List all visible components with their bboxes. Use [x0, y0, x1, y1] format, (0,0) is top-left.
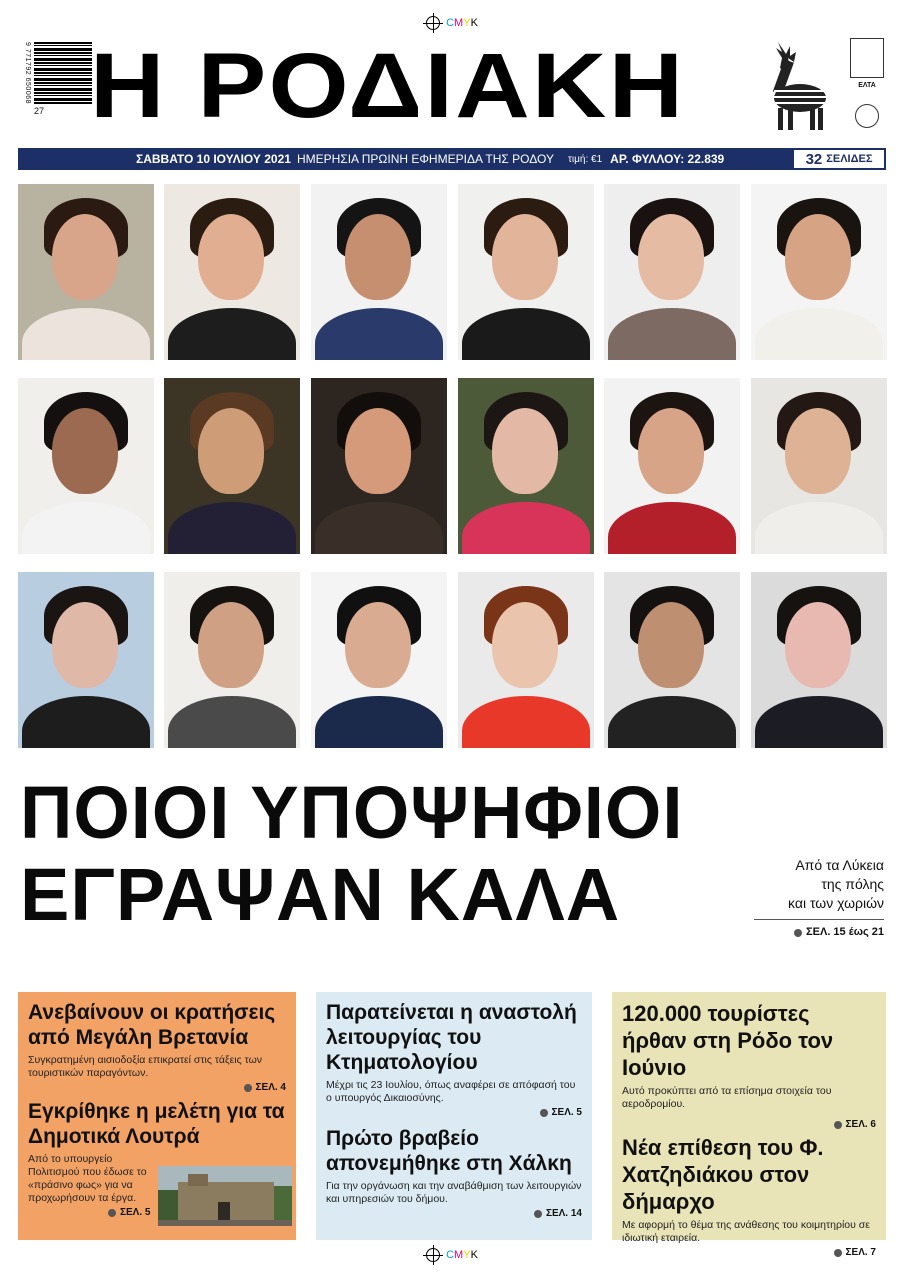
cmyk-k: K	[470, 1249, 478, 1261]
student-photo	[604, 184, 740, 360]
price: τιμή: €1	[567, 153, 603, 165]
headline-line-2: ΕΓΡΑΨΑΝ ΚΑΛΑ	[20, 853, 621, 936]
student-photo	[751, 184, 887, 360]
headline-line-1: ΠΟΙΟΙ ΥΠΟΨΗΦΙΟΙ	[20, 771, 684, 854]
story-page-ref	[622, 1119, 876, 1130]
student-photo	[18, 184, 154, 360]
side-note-line: και των χωριών	[788, 895, 884, 911]
story-text: Συγκρατημένη αισιοδοξία επικρατεί στις τάξεις των τουριστικών παραγόντων.	[28, 1054, 263, 1079]
paper-description: ΗΜΕΡΗΣΙΑ ΠΡΩΙΝΗ ΕΦΗΜΕΡΙΔΑ ΤΗΣ ΡΟΔΟΥ	[296, 152, 554, 166]
story-text: Με αφορμή το θέμα της ανάθεσης του κοιμητηρίου σε ιδιωτική εταιρεία.	[622, 1219, 870, 1244]
newspaper-title: Η ΡΟΔΙΑΚΗ	[90, 35, 686, 137]
page-ref-text: ΣΕΛ. 6	[845, 1119, 876, 1130]
main-headline	[20, 772, 697, 936]
student-photo	[164, 184, 300, 360]
bullet-icon	[540, 1109, 548, 1117]
story-title: Ανεβαίνουν οι κρατήσεις από Μεγάλη Βρετανία	[28, 1001, 276, 1049]
story-hatzidiakos-attack[interactable]	[622, 1134, 876, 1258]
story-title: 120.000 τουρίστες ήρθαν στη Ρόδο τον Ιούνιο	[622, 1001, 834, 1080]
student-photo	[458, 378, 594, 554]
elta-logo: ΕΛΤΑ	[858, 82, 876, 89]
story-text: Μέχρι τις 23 Ιουλίου, όπως αναφέρει σε απόφασή του ο υπουργός Δικαιοσύνης.	[326, 1079, 576, 1104]
seal-circle-icon	[855, 104, 879, 128]
student-photo	[311, 378, 447, 554]
barcode-bars	[34, 42, 92, 104]
story-column-khaki	[612, 992, 886, 1258]
story-title: Νέα επίθεση του Φ. Χατζηδιάκου στον δήμαρχο	[622, 1135, 824, 1214]
bullet-icon	[534, 1210, 542, 1218]
bullet-icon	[244, 1084, 252, 1092]
date-band	[18, 148, 886, 170]
page-ref-text: ΣΕΛ. 14	[545, 1208, 582, 1219]
story-title: Πρώτο βραβείο απονεμήθηκε στη Χάλκη	[326, 1127, 572, 1175]
baths-photo	[158, 1166, 292, 1226]
pages-number: 32	[805, 150, 823, 168]
barcode	[24, 42, 92, 132]
student-photo	[458, 184, 594, 360]
story-column-blue	[316, 992, 592, 1240]
bullet-icon	[108, 1209, 116, 1217]
story-title: Παρατείνεται η αναστολή λειτουργίας του Κτηματολογίου	[326, 1001, 577, 1074]
student-photo	[311, 184, 447, 360]
story-tourists-june[interactable]	[622, 1000, 876, 1130]
story-page-ref	[326, 1107, 582, 1118]
page-ref-text: ΣΕΛ. 5	[551, 1107, 582, 1118]
story-title: Εγκρίθηκε η μελέτη για τα Δημοτικά Λουτρά	[28, 1100, 285, 1148]
page-ref-text: ΣΕΛ. 7	[845, 1247, 876, 1258]
issue-number: ΑΡ. ΦΥΛΛΟΥ: 22.839	[610, 152, 725, 166]
story-text: Από το υπουργείο Πολιτισμού που έδωσε το «πράσινο φως» για να προχωρήσουν τα έργα.	[28, 1153, 147, 1204]
page-ref-text: ΣΕΛ. 5	[120, 1207, 151, 1218]
side-note-line: της πόλης	[821, 876, 884, 892]
side-note-line: Από τα Λύκεια	[795, 857, 884, 873]
story-halki-award[interactable]	[326, 1126, 582, 1219]
postal-seal	[848, 38, 886, 138]
deer-logo-icon	[750, 38, 834, 134]
student-photo	[751, 378, 887, 554]
cmyk-c: C	[446, 1249, 455, 1261]
cmyk-c: C	[446, 17, 455, 29]
issue-date: ΣΑΒΒΑΤΟ 10 ΙΟΥΛΙΟΥ 2021	[136, 152, 291, 166]
student-photo	[18, 572, 154, 748]
postal-box	[850, 38, 884, 78]
page-ref-text: ΣΕΛ. 4	[255, 1082, 286, 1093]
cmyk-k: K	[470, 17, 478, 29]
side-note-page-ref	[754, 919, 884, 942]
registration-mark-icon	[426, 16, 440, 30]
story-page-ref	[326, 1208, 582, 1219]
barcode-code: 27	[34, 106, 45, 116]
bullet-icon	[794, 929, 802, 937]
cmyk-m: M	[454, 1249, 464, 1261]
student-photo	[164, 572, 300, 748]
cmyk-y: Y	[463, 1249, 471, 1261]
story-text: Για την οργάνωση και την αναβάθμιση των λειτουργιών και υπηρεσιών του δήμου.	[326, 1180, 582, 1205]
story-column-orange	[18, 992, 296, 1240]
headline-side-note	[754, 856, 884, 942]
pages-badge	[792, 148, 886, 170]
barcode-number: 9 771792 650068	[24, 42, 31, 104]
student-photo	[751, 572, 887, 748]
student-photo	[604, 378, 740, 554]
story-uk-bookings[interactable]	[28, 1000, 286, 1093]
side-ref-text: ΣΕΛ. 15 έως 21	[806, 926, 884, 938]
student-photo	[604, 572, 740, 748]
student-photo	[311, 572, 447, 748]
cmyk-registration-top	[0, 12, 904, 34]
story-land-registry[interactable]	[326, 1000, 582, 1118]
story-page-ref	[28, 1082, 286, 1093]
cmyk-m: M	[454, 17, 464, 29]
student-photo	[18, 378, 154, 554]
cmyk-y: Y	[463, 17, 471, 29]
pages-label: ΣΕΛΙΔΕΣ	[826, 153, 873, 165]
bullet-icon	[834, 1121, 842, 1129]
masthead	[18, 34, 886, 142]
registration-mark-icon	[426, 1248, 440, 1262]
student-photo	[164, 378, 300, 554]
student-photo	[458, 572, 594, 748]
cmyk-registration-bottom	[0, 1244, 904, 1266]
story-text: Αυτό προκύπτει από τα επίσημα στοιχεία του αεροδρομίου.	[622, 1085, 832, 1110]
